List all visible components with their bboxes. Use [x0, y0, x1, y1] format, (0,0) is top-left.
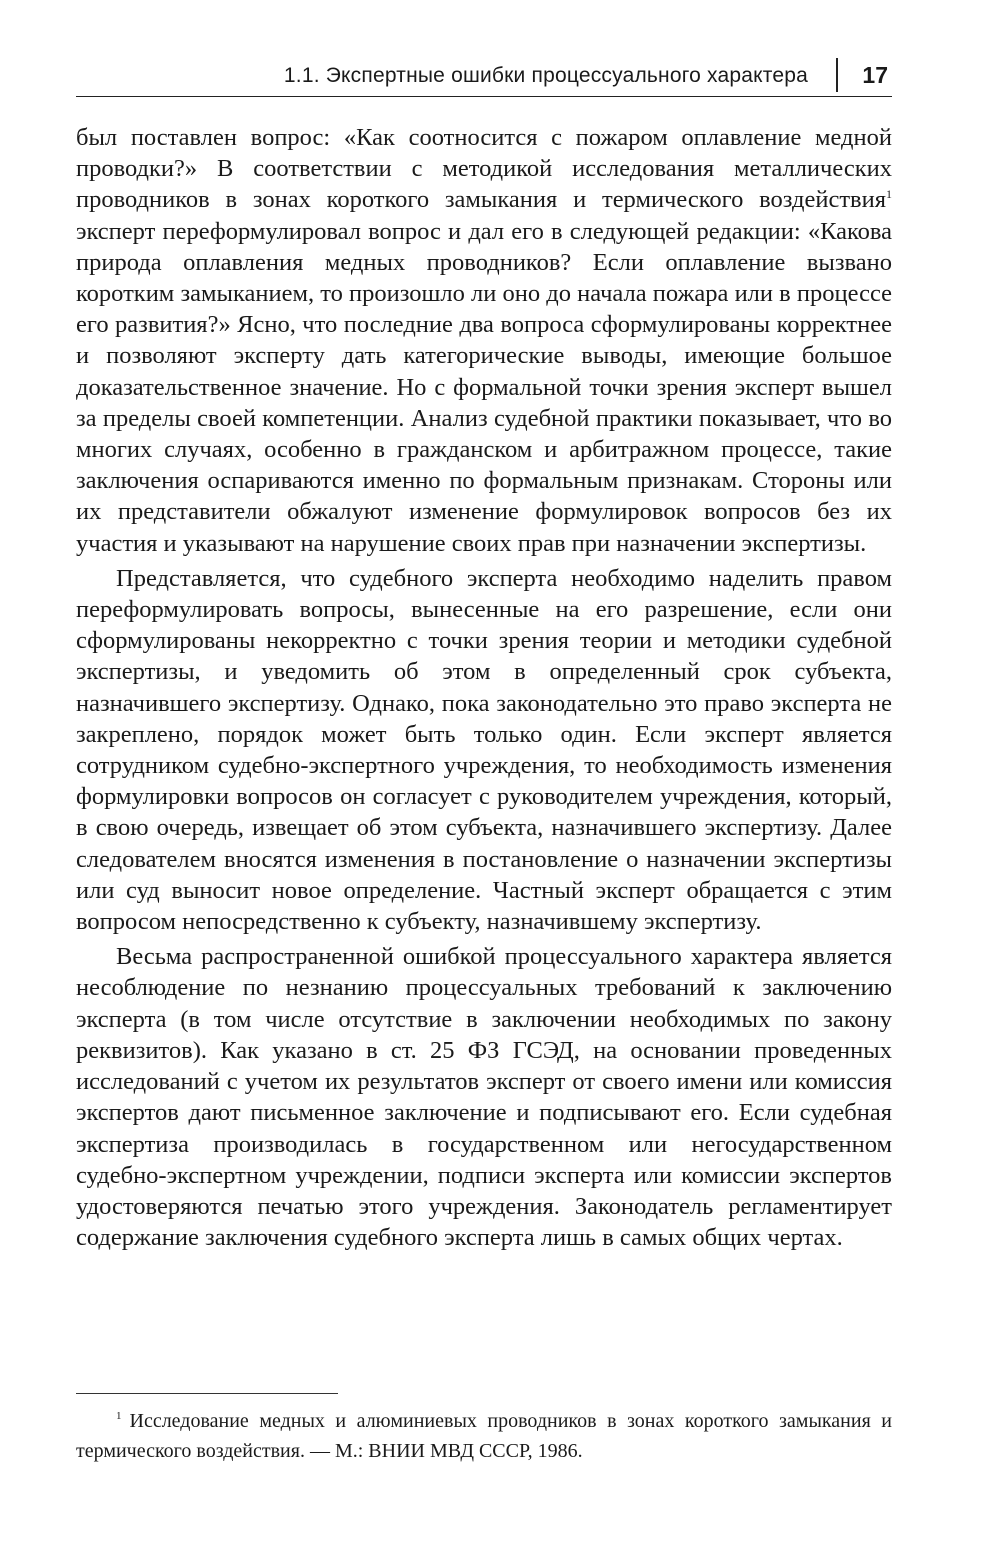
page-header — [76, 56, 892, 97]
paragraph-1 — [76, 122, 892, 559]
header-divider — [836, 58, 838, 92]
footnote-separator — [76, 1393, 338, 1394]
page-number: 17 — [862, 62, 888, 88]
footnote-text: Исследование медных и алюминиевых проводников в зонах короткого замыкания и термического воздействия. — М.: ВНИИ МВД СССР, 1986. — [76, 1410, 892, 1462]
footnote-reference: 1 — [886, 187, 892, 202]
footnote-marker: 1 — [116, 1410, 122, 1423]
footnote — [76, 1406, 892, 1466]
main-text — [76, 122, 892, 1257]
running-title: 1.1. Экспертные ошибки процессуального характера — [283, 64, 808, 87]
paragraph-1-text-b: эксперт переформулировал вопрос и дал его в следующей редакции: «Какова природа оплавления медных проводников? Если оплавление вызвано коротким замыканием, то произошло ли оно до начала пожара или в процессе его развития?» Ясно, что последние два вопроса сформулированы корректнее и позволяют эксперту дать категорические выводы, имеющие большое доказательственное значение. Но с формальной точки зрения эксперт вышел за пределы своей компетенции. Анализ судебной практики показывает, что во многих случаях, особенно в гражданском и арбитражном процессе, такие заключения оспариваются именно по формальным признакам. Стороны или их представители обжалуют изменение формулировок вопросов без их участия и указывают на нарушение своих прав при назначении экспертизы. — [76, 217, 892, 557]
paragraph-1-text-a: был поставлен вопрос: «Как соотносится с пожаром оплавление медной проводки?» В соответствии с методикой исследования металлических проводников в зонах короткого замыкания и термического воздействия — [76, 124, 892, 214]
paragraph-2: Представляется, что судебного эксперта необходимо наделить правом переформулировать вопросы, вынесенные на его разрешение, если они сформулированы некорректно с точки зрения теории и методики судебной экспертизы, и уведомить об этом в определенный срок субъекта, назначившего экспертизу. Однако, пока законодательно это право эксперта не закреплено, порядок может быть только один. Если эксперт является сотрудником судебно-экспертного учреждения, то необходимость изменения формулировки вопросов он согласует с руководителем учреждения, который, в свою очередь, извещает об этом субъекта, назначившего экспертизу. Далее следователем вносятся изменения в постановление о назначении экспертизы или суд выносит новое определение. Частный эксперт обращается с этим вопросом непосредственно к субъекту, назначившему экспертизу. — [76, 564, 892, 936]
paragraph-3: Весьма распространенной ошибкой процессуального характера является несоблюдение по незнанию процессуальных требований к заключению эксперта (в том числе отсутствие в заключении необходимых по закону реквизитов). Как указано в ст. 25 ФЗ ГСЭД, на основании проведенных исследований с учетом их результатов эксперт от своего имени или комиссия экспертов дают письменное заключение и подписывают его. Если судебная экспертиза производилась в государственном или негосударственном судебно-экспертном учреждении, подписи эксперта или комиссии экспертов удостоверяются печатью этого учреждения. Законодатель регламентирует содержание заключения судебного эксперта лишь в самых общих чертах. — [76, 943, 892, 1252]
